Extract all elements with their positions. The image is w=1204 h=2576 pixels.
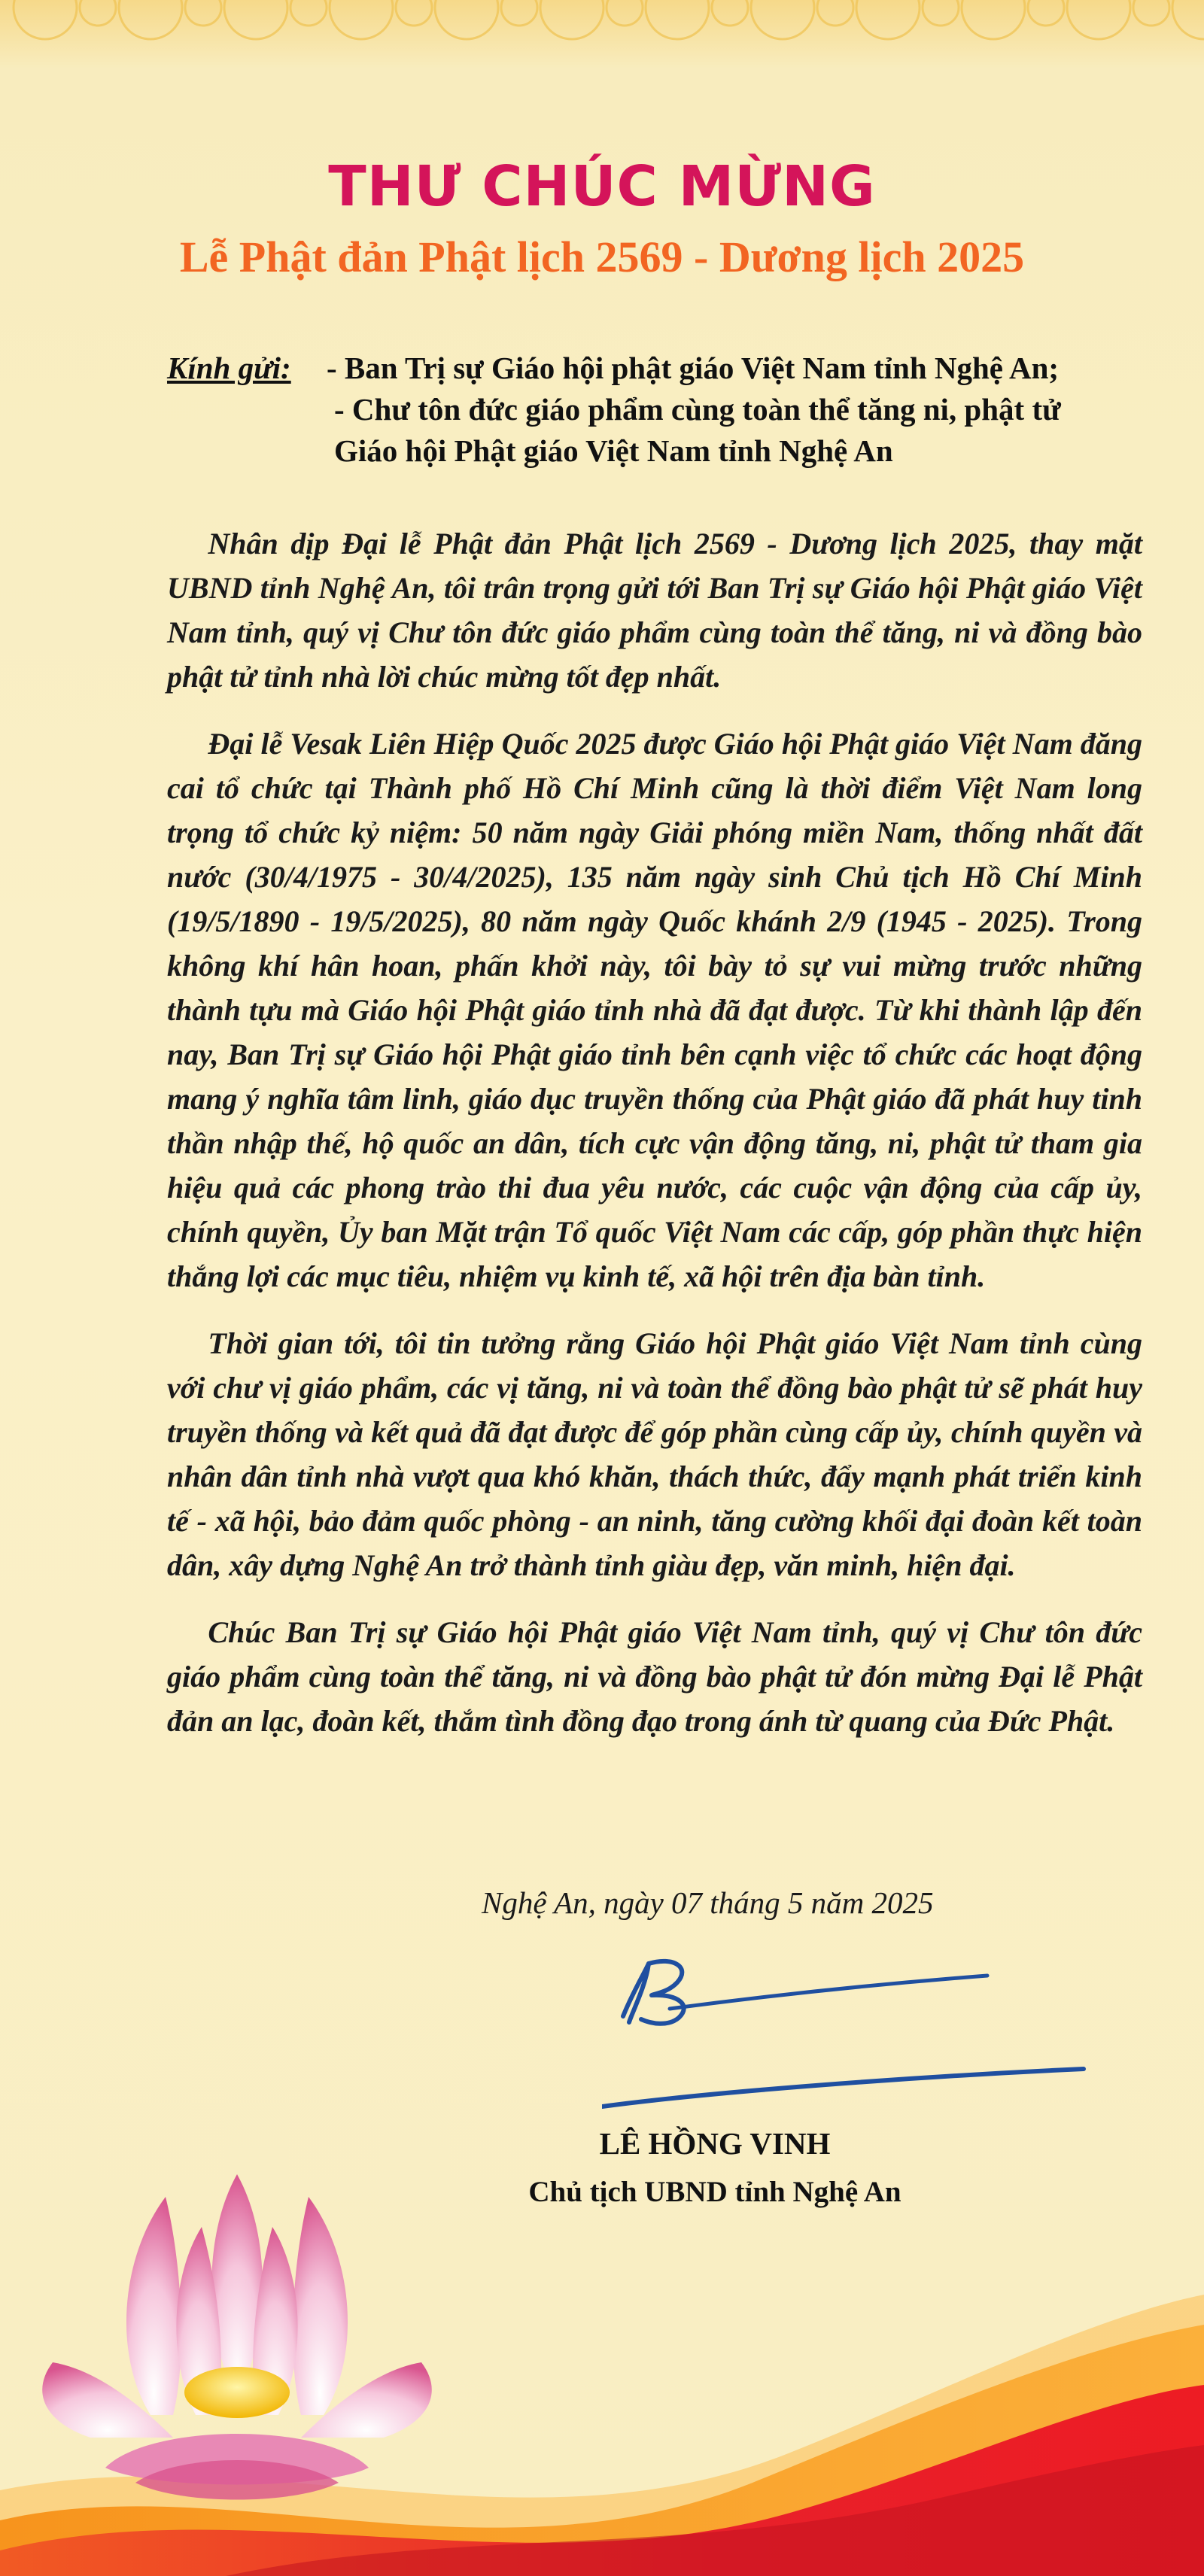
lotus-flower-icon <box>42 2174 432 2500</box>
body-paragraph: Chúc Ban Trị sự Giáo hội Phật giáo Việt Nam tỉnh, quý vị Chư tôn đức giáo phẩm cùng toàn thể tăng, ni và đồng bào phật tử đón mừng Đại lễ Phật đản an lạc, đoàn kết, thắm tình đồng đạo trong ánh từ quang của Đức Phật. <box>167 1615 1142 1738</box>
body-paragraph: Thời gian tới, tôi tin tưởng rằng Giáo hội Phật giáo Việt Nam tỉnh cùng với chư vị giáo phẩm, các vị tăng, ni và toàn thể đồng bào phật tử sẽ phát huy truyền thống và kết quả đã đạt được để góp phần cùng cấp ủy, chính quyền và nhân dân tỉnh nhà vượt qua khó khăn, thách thức, đẩy mạnh phát triển kinh tế - xã hội, bảo đảm quốc phòng - an ninh, tăng cường khối đại đoàn kết toàn dân, xây dựng Nghệ An trở thành tỉnh giàu đẹp, văn minh, hiện đại. <box>167 1326 1142 1582</box>
body-paragraph: Đại lễ Vesak Liên Hiệp Quốc 2025 được Giáo hội Phật giáo Việt Nam đăng cai tổ chức tại Thành phố Hồ Chí Minh cũng là thời điểm Việt Nam long trọng tổ chức kỷ niệm: 50 năm ngày Giải phóng miền Nam, thống nhất đất nước (30/4/1975 - 30/4/2025), 135 năm ngày sinh Chủ tịch Hồ Chí Minh (19/5/1890 - 19/5/2025), 80 năm ngày Quốc khánh 2/9 (1945 - 2025). Trong không khí hân hoan, phấn khởi này, tôi bày tỏ sự vui mừng trước những thành tựu mà Giáo hội Phật giáo tỉnh nhà đã đạt được. Từ khi thành lập đến nay, Ban Trị sự Giáo hội Phật giáo tỉnh bên cạnh việc tổ chức các hoạt động mang ý nghĩa tâm linh, giáo dục truyền thống của Phật giáo đã phát huy tinh thần nhập thế, hộ quốc an dân, tích cực vận động tăng, ni, phật tử tham gia hiệu quả các phong trào thi đua yêu nước, các cuộc vận động của cấp ủy, chính quyền, Ủy ban Mặt trận Tổ quốc Việt Nam các cấp, góp phần thực hiện thắng lợi các mục tiêu, nhiệm vụ kinh tế, xã hội trên địa bàn tỉnh. <box>167 727 1142 1293</box>
recipients-list <box>327 348 1154 472</box>
recipient-line: - Chư tôn đức giáo phẩm cùng toàn thể tăng ni, phật tử <box>334 392 1061 427</box>
letter-title: THƯ CHÚC MỪNG <box>328 154 876 219</box>
decorative-pattern-band <box>0 0 1204 68</box>
recipient-line: - Ban Trị sự Giáo hội phật giáo Việt Nam tỉnh Nghệ An; <box>327 351 1060 385</box>
signer-name: LÊ HỒNG VINH <box>599 2126 831 2161</box>
date-line: Nghệ An, ngày 07 tháng 5 năm 2025 <box>482 1885 934 1920</box>
letter-subtitle: Lễ Phật đản Phật lịch 2569 - Dương lịch 2025 <box>179 232 1025 281</box>
recipient-line: Giáo hội Phật giáo Việt Nam tỉnh Nghệ An <box>334 433 893 468</box>
signer-title: Chủ tịch UBND tỉnh Nghệ An <box>528 2176 901 2208</box>
salutation-label: Kính gửi: <box>167 351 291 385</box>
body-paragraph: Nhân dịp Đại lễ Phật đản Phật lịch 2569 - Dương lịch 2025, thay mặt UBND tỉnh Nghệ An, tôi trân trọng gửi tới Ban Trị sự Giáo hội Phật giáo Việt Nam tỉnh, quý vị Chư tôn đức giáo phẩm cùng toàn thể tăng, ni và đồng bào phật tử tỉnh nhà lời chúc mừng tốt đẹp nhất. <box>167 527 1142 694</box>
signature-icon <box>602 1934 1099 2114</box>
letter-body <box>167 521 1142 1766</box>
lotus-decoration <box>0 2167 1204 2576</box>
